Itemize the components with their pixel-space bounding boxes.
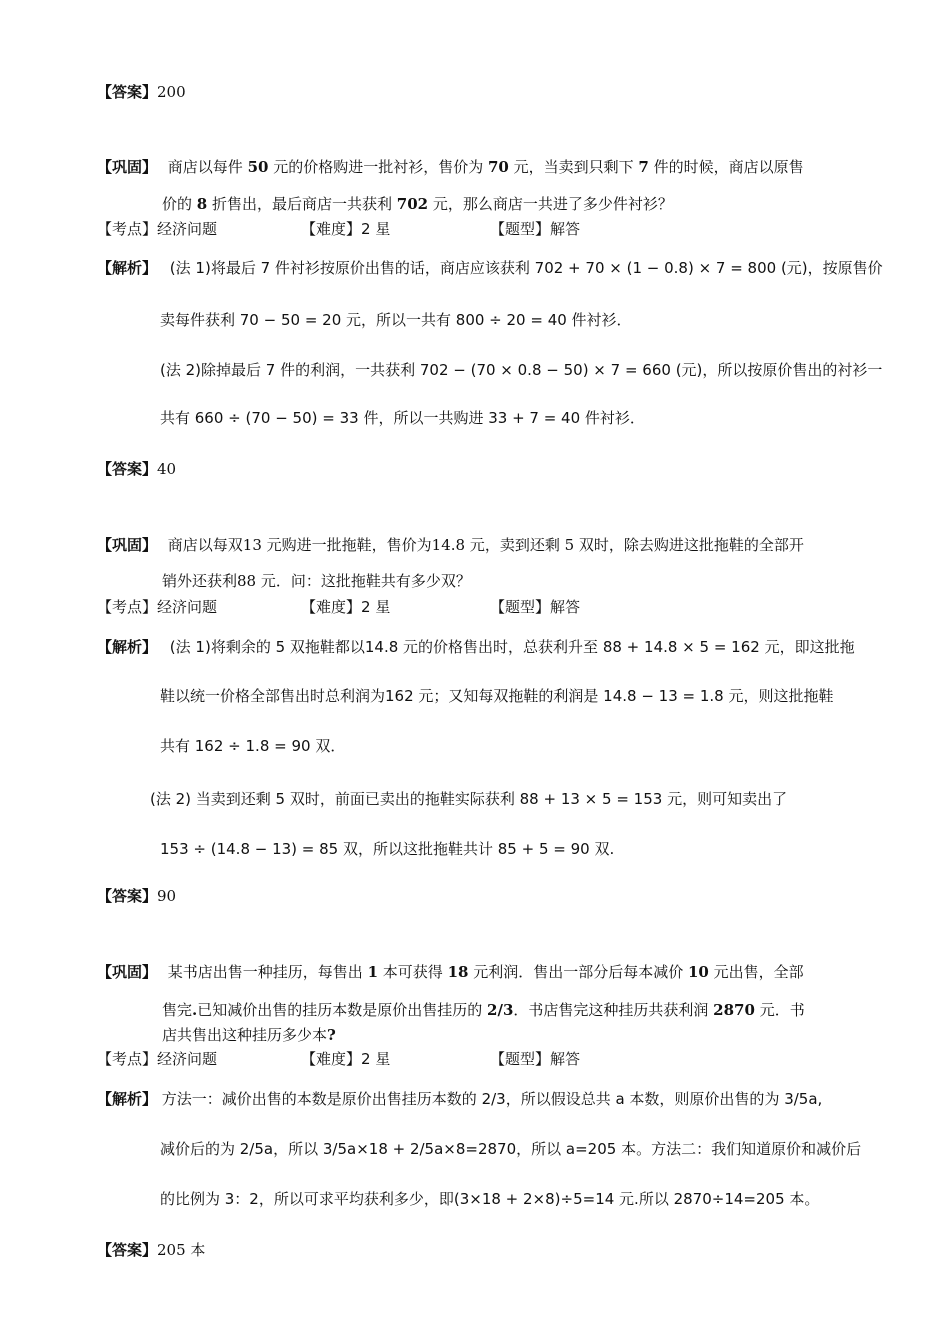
analysis-text: (法 1)将剩余的 5 双拖鞋都以14.8 元的价格售出时，总获利升至 88 + 14.8 × 5 = 162 元，即这批拖 <box>169 638 855 656</box>
analysis-text: 的比例为 3：2，所以可求平均获利多少，即(3×18 + 2×8)÷5=14 元.所以 2870÷14=205 本。 <box>160 1190 820 1208</box>
analysis-text: 减价后的为 2/5a，所以 3/5a×18 + 2/5a×8=2870，所以 a=205 本。方法二：我们知道原价和减价后 <box>160 1140 862 1158</box>
answer-row <box>97 1240 205 1260</box>
consolidate-tag: 【巩固】 <box>97 536 158 554</box>
consolidate-tag: 【巩固】 <box>97 963 158 981</box>
question-text-cont: 售完.已知减价出售的挂历本数是原价出售挂历的 2/3．书店售完这种挂历共获利润 2870 元．书 <box>162 1001 805 1019</box>
question-text: 商店以每双13 元购进一批拖鞋，售价为14.8 元，卖到还剩 5 双时，除去购进这批拖鞋的全部开 <box>167 536 804 554</box>
meta-row: 【考点】经济问题 <box>97 598 218 616</box>
question-text-cont: 店共售出这种挂历多少本? <box>162 1026 336 1044</box>
answer-row <box>97 459 176 479</box>
question-text: 某书店出售一种挂历，每售出 1 本可获得 18 元利润．售出一部分后每本减价 10 元出售，全部 <box>167 963 804 981</box>
analysis-text: 153 ÷ (14.8 − 13) = 85 双，所以这批拖鞋共计 85 + 5 = 90 双. <box>160 840 615 858</box>
question-line <box>97 535 804 555</box>
question-text: 商店以每件 50 元的价格购进一批衬衫，售价为 70 元，当卖到只剩下 7 件的时候，商店以原售 <box>167 158 804 176</box>
answer-tag: 【答案】 <box>97 887 158 905</box>
answer-value: 90 <box>157 887 177 905</box>
question-line <box>97 157 804 177</box>
answer-tag: 【答案】 <box>97 1241 158 1259</box>
consolidate-tag: 【巩固】 <box>97 158 158 176</box>
meta-difficulty: 【难度】2 星 <box>301 598 391 616</box>
meta-type: 【题型】解答 <box>490 598 581 616</box>
analysis-text: 方法一：减价出售的本数是原价出售挂历本数的 2/3，所以假设总共 a 本数，则原价出售的为 3/5a, <box>161 1090 823 1108</box>
question-line <box>97 962 804 982</box>
answer-tag: 【答案】 <box>97 460 158 478</box>
analysis-text: 卖每件获利 70 − 50 = 20 元，所以一共有 800 ÷ 20 = 40 件衬衫． <box>160 311 632 329</box>
answer-value: 200 <box>157 83 186 101</box>
question-text-cont: 销外还获利88 元．问：这批拖鞋共有多少双？ <box>162 572 471 590</box>
analysis-line <box>97 1089 822 1109</box>
question-text-cont: 价的 8 折售出，最后商店一共获利 702 元，那么商店一共进了多少件衬衫？ <box>162 195 673 213</box>
analysis-text: (法 2)除掉最后 7 件的利润，一共获利 702 − (70 × 0.8 − 50) × 7 = 660 (元)，所以按原价售出的衬衫一 <box>160 361 883 379</box>
analysis-line <box>97 258 883 278</box>
meta-difficulty: 【难度】2 星 <box>301 220 391 238</box>
answer-row <box>97 886 176 906</box>
meta-row: 【考点】经济问题 <box>97 220 218 238</box>
analysis-tag: 【解析】 <box>97 1090 158 1108</box>
answer-value: 40 <box>157 460 177 478</box>
meta-row: 【考点】经济问题 <box>97 1050 218 1068</box>
answer-row <box>97 82 186 102</box>
analysis-tag: 【解析】 <box>97 259 158 277</box>
analysis-line <box>97 637 855 657</box>
meta-type: 【题型】解答 <box>490 220 581 238</box>
analysis-text: 鞋以统一价格全部售出时总利润为162 元；又知每双拖鞋的利润是 14.8 − 13 = 1.8 元，则这批拖鞋 <box>160 687 834 705</box>
answer-tag: 【答案】 <box>97 83 158 101</box>
meta-difficulty: 【难度】2 星 <box>301 1050 391 1068</box>
analysis-text: 共有 162 ÷ 1.8 = 90 双． <box>160 737 346 755</box>
answer-value: 205 本 <box>157 1241 206 1259</box>
analysis-text: (法 2) 当卖到还剩 5 双时，前面已卖出的拖鞋实际获利 88 + 13 × 5 = 153 元，则可知卖出了 <box>150 790 788 808</box>
analysis-tag: 【解析】 <box>97 638 158 656</box>
analysis-text: (法 1)将最后 7 件衬衫按原价出售的话，商店应该获利 702 + 70 × (1 − 0.8) × 7 = 800 (元)，按原售价 <box>169 259 883 277</box>
analysis-text: 共有 660 ÷ (70 − 50) = 33 件，所以一共购进 33 + 7 = 40 件衬衫． <box>160 409 645 427</box>
meta-type: 【题型】解答 <box>490 1050 581 1068</box>
